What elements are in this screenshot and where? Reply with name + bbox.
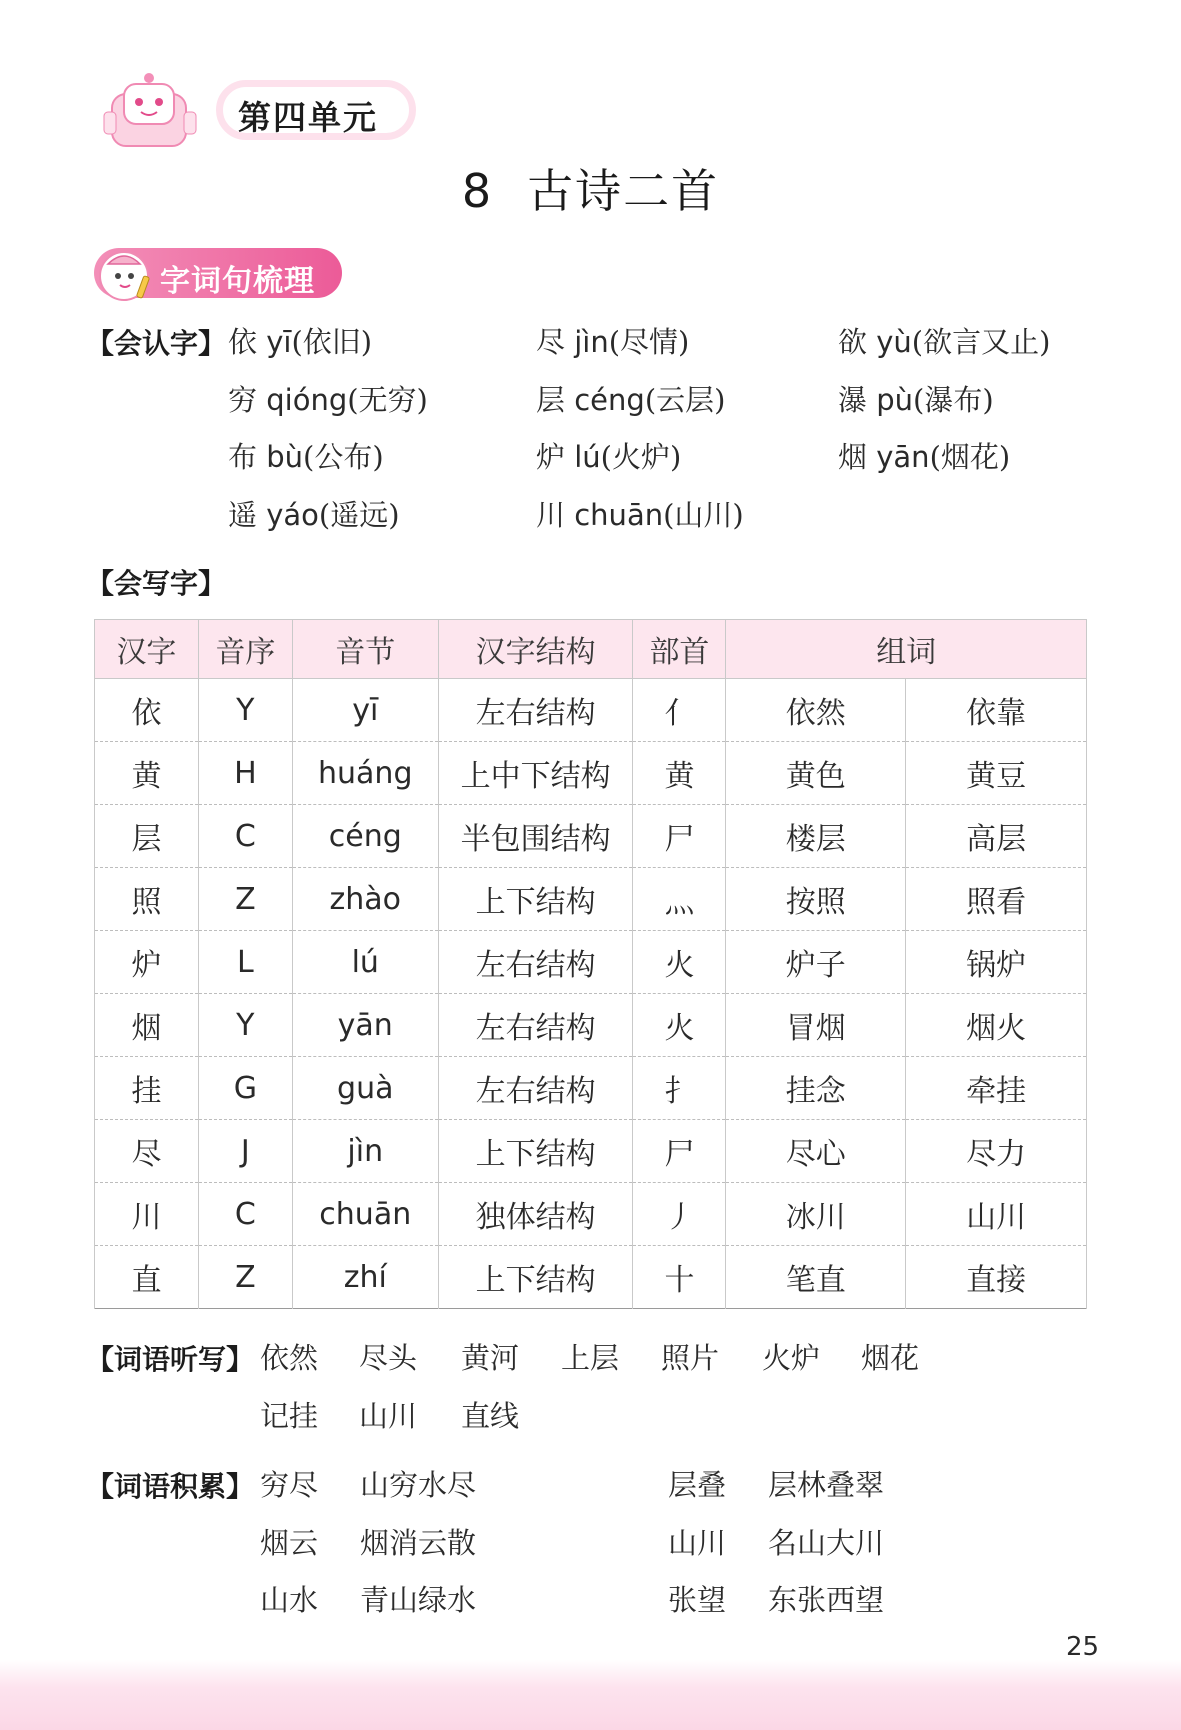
dictation-word: 火炉 [762, 1341, 821, 1375]
cell-char: 挂 [95, 1057, 199, 1120]
cell-radical: 黄 [633, 742, 726, 805]
write-table [94, 619, 1087, 1309]
dictation-word: 上层 [561, 1341, 620, 1375]
cell-radical: 十 [633, 1246, 726, 1309]
accumulate-idiom: 山穷水尽 [360, 1468, 477, 1502]
cell-radical: 火 [633, 994, 726, 1057]
cell-word: 挂念 [726, 1057, 906, 1120]
table-row [95, 1120, 1087, 1183]
recognize-item: 瀑 pù(瀑布) [838, 383, 994, 417]
accumulate-word: 穷尽 [260, 1468, 319, 1502]
accumulate-idiom: 青山绿水 [360, 1583, 477, 1617]
dictation-word: 依然 [260, 1341, 319, 1375]
header-structure: 汉字结构 [438, 620, 633, 679]
cell-pinyin: guà [292, 1057, 438, 1120]
cell-pinyin: zhào [292, 868, 438, 931]
cell-word: 黄色 [726, 742, 906, 805]
dictation-word: 照片 [661, 1341, 720, 1375]
cell-pinyin: yī [292, 679, 438, 742]
cell-word: 烟火 [906, 994, 1087, 1057]
dictation-word: 山川 [359, 1399, 418, 1433]
table-row [95, 679, 1087, 742]
cell-radical: 尸 [633, 805, 726, 868]
section-badge [94, 248, 342, 298]
cell-structure: 上下结构 [438, 1120, 633, 1183]
header-radical: 部首 [633, 620, 726, 679]
cell-radical: 灬 [633, 868, 726, 931]
header-index: 音序 [198, 620, 292, 679]
cell-structure: 左右结构 [438, 994, 633, 1057]
lesson-number: 8 [461, 164, 494, 218]
write-label: 【会写字】 [86, 567, 227, 600]
cell-char: 照 [95, 868, 199, 931]
unit-header [96, 72, 426, 148]
accumulate-label: 【词语积累】 [86, 1470, 255, 1503]
cell-structure: 上中下结构 [438, 742, 633, 805]
recognize-label: 【会认字】 [86, 327, 227, 360]
cell-index: J [198, 1120, 292, 1183]
recognize-item: 遥 yáo(遥远) [228, 498, 400, 532]
cell-index: G [198, 1057, 292, 1120]
cell-structure: 独体结构 [438, 1183, 633, 1246]
cell-char: 直 [95, 1246, 199, 1309]
cell-structure: 左右结构 [438, 1057, 633, 1120]
recognize-item: 烟 yān(烟花) [838, 440, 1011, 474]
cell-char: 川 [95, 1183, 199, 1246]
cell-word: 按照 [726, 868, 906, 931]
table-row [95, 931, 1087, 994]
cell-word: 炉子 [726, 931, 906, 994]
cell-pinyin: chuān [292, 1183, 438, 1246]
cell-word: 牵挂 [906, 1057, 1087, 1120]
cell-pinyin: lú [292, 931, 438, 994]
table-row [95, 1183, 1087, 1246]
cell-radical: 亻 [633, 679, 726, 742]
dictation-label: 【词语听写】 [86, 1343, 255, 1376]
dictation-word: 直线 [461, 1399, 520, 1433]
cell-structure: 左右结构 [438, 679, 633, 742]
accumulate-word: 烟云 [260, 1526, 319, 1560]
recognize-item: 依 yī(依旧) [228, 325, 373, 359]
table-body [95, 679, 1087, 1309]
table-row [95, 994, 1087, 1057]
cell-char: 尽 [95, 1120, 199, 1183]
mascot-pencil-icon [94, 242, 156, 304]
cell-word: 直接 [906, 1246, 1087, 1309]
cell-pinyin: huáng [292, 742, 438, 805]
cell-word: 依靠 [906, 679, 1087, 742]
section-title: 字词句梳理 [160, 264, 315, 299]
recognize-item: 穷 qióng(无穷) [228, 383, 428, 417]
cell-index: Y [198, 994, 292, 1057]
recognize-item: 层 céng(云层) [536, 383, 726, 417]
cell-word: 冰川 [726, 1183, 906, 1246]
table-row [95, 868, 1087, 931]
dictation-word: 黄河 [461, 1341, 520, 1375]
accumulate-word: 张望 [668, 1583, 727, 1617]
cell-structure: 半包围结构 [438, 805, 633, 868]
unit-title: 第四单元 [238, 98, 378, 137]
dictation-word: 烟花 [861, 1341, 920, 1375]
lesson-title [0, 155, 1181, 221]
table-row [95, 1246, 1087, 1309]
cell-structure: 左右结构 [438, 931, 633, 994]
cell-char: 黄 [95, 742, 199, 805]
accumulate-idiom: 层林叠翠 [768, 1468, 885, 1502]
page-number: 25 [1066, 1632, 1100, 1662]
cell-word: 楼层 [726, 805, 906, 868]
accumulate-idiom: 名山大川 [768, 1526, 885, 1560]
robot-mascot-icon [96, 72, 216, 148]
recognize-item: 欲 yù(欲言又止) [838, 325, 1051, 359]
cell-index: C [198, 805, 292, 868]
accumulate-idiom: 东张西望 [768, 1583, 885, 1617]
cell-pinyin: yān [292, 994, 438, 1057]
header-pinyin: 音节 [292, 620, 438, 679]
cell-word: 照看 [906, 868, 1087, 931]
cell-structure: 上下结构 [438, 1246, 633, 1309]
cell-word: 黄豆 [906, 742, 1087, 805]
cell-pinyin: zhí [292, 1246, 438, 1309]
cell-char: 烟 [95, 994, 199, 1057]
cell-index: C [198, 1183, 292, 1246]
cell-index: Y [198, 679, 292, 742]
table-row [95, 1057, 1087, 1120]
cell-word: 笔直 [726, 1246, 906, 1309]
cell-char: 层 [95, 805, 199, 868]
recognize-item: 尽 jìn(尽情) [536, 325, 690, 359]
header-words: 组词 [726, 620, 1087, 679]
accumulate-word: 山水 [260, 1583, 319, 1617]
cell-structure: 上下结构 [438, 868, 633, 931]
cell-index: Z [198, 868, 292, 931]
cell-radical: 扌 [633, 1057, 726, 1120]
recognize-item: 川 chuān(山川) [536, 498, 744, 532]
accumulate-word: 山川 [668, 1526, 727, 1560]
dictation-word: 尽头 [359, 1341, 418, 1375]
cell-index: L [198, 931, 292, 994]
cell-word: 依然 [726, 679, 906, 742]
dictation-word: 记挂 [260, 1399, 319, 1433]
cell-char: 依 [95, 679, 199, 742]
recognize-item: 炉 lú(火炉) [536, 440, 682, 474]
table-header-row [95, 620, 1087, 679]
table-row [95, 805, 1087, 868]
cell-word: 山川 [906, 1183, 1087, 1246]
cell-radical: 火 [633, 931, 726, 994]
cell-index: H [198, 742, 292, 805]
cell-word: 尽心 [726, 1120, 906, 1183]
cell-pinyin: céng [292, 805, 438, 868]
table-row [95, 742, 1087, 805]
cell-word: 尽力 [906, 1120, 1087, 1183]
cell-radical: 丿 [633, 1183, 726, 1246]
cell-radical: 尸 [633, 1120, 726, 1183]
cell-index: Z [198, 1246, 292, 1309]
cell-char: 炉 [95, 931, 199, 994]
bottom-decor-band [0, 1660, 1181, 1730]
lesson-name: 古诗二首 [527, 164, 720, 218]
header-char: 汉字 [95, 620, 199, 679]
recognize-item: 布 bù(公布) [228, 440, 384, 474]
cell-word: 高层 [906, 805, 1087, 868]
cell-pinyin: jìn [292, 1120, 438, 1183]
accumulate-word: 层叠 [668, 1468, 727, 1502]
cell-word: 锅炉 [906, 931, 1087, 994]
accumulate-idiom: 烟消云散 [360, 1526, 477, 1560]
cell-word: 冒烟 [726, 994, 906, 1057]
